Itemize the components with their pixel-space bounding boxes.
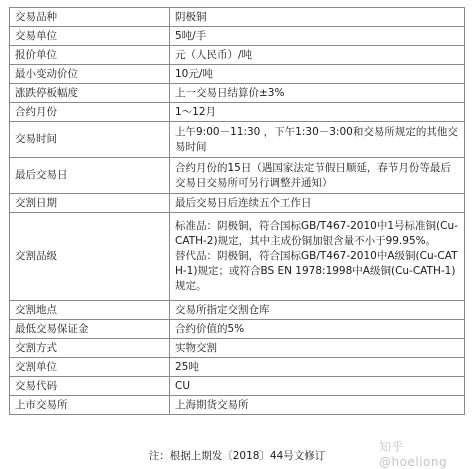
row-value: 实物交割 bbox=[170, 339, 465, 358]
table-row bbox=[10, 122, 465, 158]
row-label: 交易时间 bbox=[10, 122, 170, 158]
row-value: 合约价值的5% bbox=[170, 320, 465, 339]
watermark: 知乎 @hoeliong bbox=[379, 440, 448, 469]
table-row bbox=[10, 103, 465, 122]
row-label: 交割日期 bbox=[10, 194, 170, 213]
table-row bbox=[10, 377, 465, 396]
table-row bbox=[10, 213, 465, 301]
row-value: 阴极铜 bbox=[170, 8, 465, 27]
row-value: 25吨 bbox=[170, 358, 465, 377]
row-label: 最小变动价位 bbox=[10, 65, 170, 84]
row-label: 交易单位 bbox=[10, 27, 170, 46]
contract-spec-table-container bbox=[9, 7, 465, 469]
table-row bbox=[10, 158, 465, 194]
row-value: 上一交易日结算价±3% bbox=[170, 84, 465, 103]
table-row bbox=[10, 194, 465, 213]
row-label: 最后交易日 bbox=[10, 158, 170, 194]
row-label: 交割品级 bbox=[10, 213, 170, 301]
row-value: 交易所指定交割仓库 bbox=[170, 301, 465, 320]
row-label: 最低交易保证金 bbox=[10, 320, 170, 339]
row-label: 交割单位 bbox=[10, 358, 170, 377]
table-row bbox=[10, 396, 465, 415]
row-label: 上市交易所 bbox=[10, 396, 170, 415]
table-row bbox=[10, 301, 465, 320]
row-label: 交易品种 bbox=[10, 8, 170, 27]
row-label: 涨跌停板幅度 bbox=[10, 84, 170, 103]
table-row bbox=[10, 65, 465, 84]
row-label: 报价单位 bbox=[10, 46, 170, 65]
row-label: 交割方式 bbox=[10, 339, 170, 358]
table-row bbox=[10, 339, 465, 358]
row-value: 5吨/手 bbox=[170, 27, 465, 46]
row-value: 最后交易日后连续五个工作日 bbox=[170, 194, 465, 213]
row-value: 元（人民币）/吨 bbox=[170, 46, 465, 65]
row-label: 交割地点 bbox=[10, 301, 170, 320]
table-row bbox=[10, 320, 465, 339]
table-row bbox=[10, 84, 465, 103]
row-label: 交易代码 bbox=[10, 377, 170, 396]
table-row bbox=[10, 27, 465, 46]
contract-spec-table bbox=[9, 7, 465, 415]
table-row bbox=[10, 358, 465, 377]
row-label: 合约月份 bbox=[10, 103, 170, 122]
row-value: CU bbox=[170, 377, 465, 396]
row-value: 合约月份的15日（遇国家法定节假日顺延，春节月份等最后交易日交易所可另行调整并通知） bbox=[170, 158, 465, 194]
table-row bbox=[10, 8, 465, 27]
row-value: 1～12月 bbox=[170, 103, 465, 122]
footnote: 注：根据上期发〔2018〕44号文修订 bbox=[148, 450, 326, 462]
row-value: 10元/吨 bbox=[170, 65, 465, 84]
row-value: 上午9:00－11:30 ，下午1:30－3:00和交易所规定的其他交易时间 bbox=[170, 122, 465, 158]
row-value: 标准品：阴极铜，符合国标GB/T467-2010中1号标准铜(Cu-CATH-2)规定，其中主成份铜加银含量不小于99.95%。 替代品：阴极铜，符合国标GB/T467-2010中A级铜(Cu-CATH-1)规定；或符合BS EN 1978:1998中A级铜(Cu-CATH-1)规定。 bbox=[170, 213, 465, 301]
table-row bbox=[10, 46, 465, 65]
row-value: 上海期货交易所 bbox=[170, 396, 465, 415]
